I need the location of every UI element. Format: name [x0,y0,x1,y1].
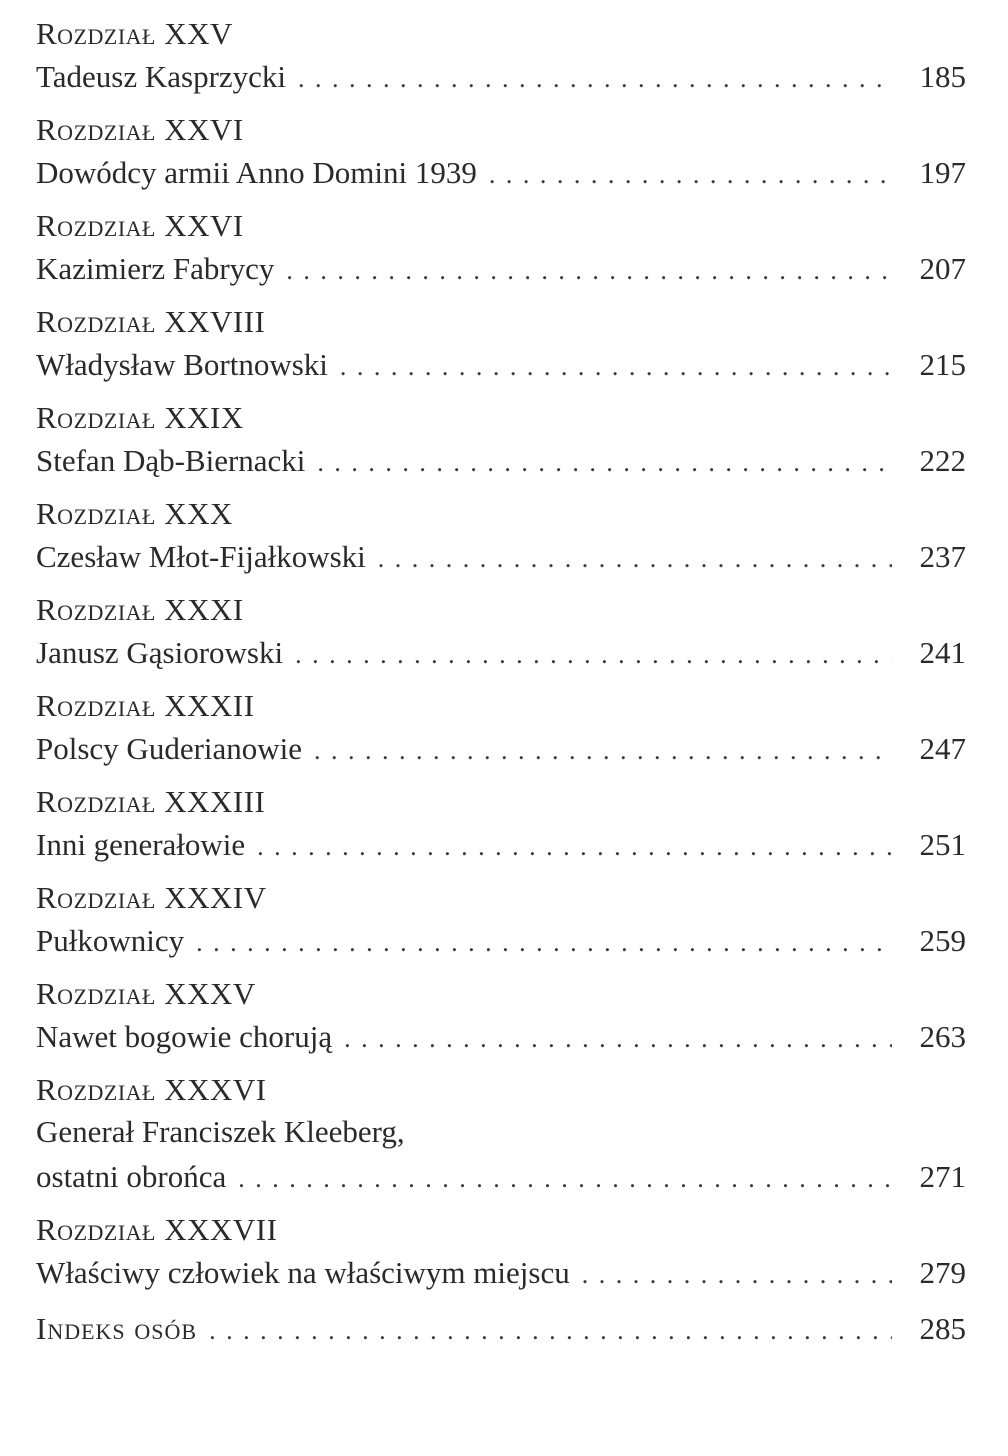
dot-leader [196,920,892,966]
page-number: 271 [919,1159,966,1194]
page-number: 259 [919,923,966,958]
page-number: 285 [919,1311,966,1346]
page-number: 197 [919,155,966,190]
table-of-contents [36,14,966,1362]
dot-leader [317,440,892,486]
toc-line [36,246,966,292]
page-number: 215 [919,347,966,382]
chapter-title: Stefan Dąb-Biernacki [36,443,306,478]
chapter-heading: Rozdział XXXVI [36,1072,267,1107]
toc-line [36,1250,966,1296]
page-number: 207 [919,251,966,286]
toc-line [36,1014,966,1060]
toc-line [36,150,966,196]
chapter-title: Kazimierz Fabrycy [36,251,275,286]
page-number: 237 [919,539,966,574]
dot-leader [286,248,892,294]
chapter-heading: Rozdział XXXI [36,592,244,627]
page-number: 251 [919,827,966,862]
chapter-title: Janusz Gąsiorowski [36,635,284,670]
dot-leader [238,1156,892,1202]
index-title: Indeks osób [36,1311,198,1346]
chapter-title: Czesław Młot-Fijałkowski [36,539,366,574]
page-number: 185 [919,59,966,94]
chapter-heading: Rozdział XXVI [36,208,244,243]
toc-line [36,630,966,676]
dot-leader [489,152,892,198]
chapter-heading: Rozdział XXXIV [36,880,267,915]
page-number: 247 [919,731,966,766]
page-number: 241 [919,635,966,670]
chapter-heading: Rozdział XXIX [36,400,244,435]
chapter-title: Tadeusz Kasprzycki [36,59,287,94]
chapter-heading: Rozdział XXV [36,16,233,51]
chapter-title: Władysław Bortnowski [36,347,328,382]
toc-line [36,918,966,964]
chapter-title: Pułkownicy [36,923,185,958]
chapter-heading: Rozdział XXXIII [36,784,266,819]
toc-entry [36,302,966,388]
dot-leader [209,1308,892,1354]
toc-entry [36,110,966,196]
toc-line [36,438,966,484]
toc-line [36,1154,966,1200]
page-number: 222 [919,443,966,478]
dot-leader [298,56,892,102]
dot-leader [314,728,892,774]
chapter-heading: Rozdział XXVIII [36,304,266,339]
chapter-title: Dowódcy armii Anno Domini 1939 [36,155,477,190]
page-number: 279 [919,1255,966,1290]
chapter-title: Nawet bogowie chorują [36,1019,333,1054]
dot-leader [582,1252,892,1298]
toc-entry [36,974,966,1060]
dot-leader [340,344,892,390]
toc-entry [36,878,966,964]
chapter-heading: Rozdział XXXV [36,976,256,1011]
toc-entry [36,398,966,484]
toc-entry [36,782,966,868]
dot-leader [295,632,892,678]
chapter-title: Polscy Guderianowie [36,731,303,766]
chapter-title: Właściwy człowiek na właściwym miejscu [36,1255,570,1290]
chapter-title: ostatni obrońca [36,1159,227,1194]
toc-line [36,822,966,868]
dot-leader [344,1016,892,1062]
toc-line [36,726,966,772]
toc-entry [36,494,966,580]
dot-leader [378,536,892,582]
dot-leader [257,824,892,870]
page-number: 263 [919,1019,966,1054]
toc-entry [36,686,966,772]
toc-entry [36,1210,966,1296]
toc-entry [36,1070,966,1200]
chapter-heading: Rozdział XXX [36,496,233,531]
toc-entry [36,206,966,292]
toc-entry [36,14,966,100]
chapter-heading: Rozdział XXXII [36,688,255,723]
toc-line [36,1306,966,1352]
chapter-heading: Rozdział XXVI [36,112,244,147]
chapter-title-first-line: Generał Franciszek Kleeberg, [36,1114,405,1149]
chapter-title: Inni generałowie [36,827,246,862]
toc-line [36,54,966,100]
toc-line [36,342,966,388]
toc-entry [36,590,966,676]
toc-line [36,534,966,580]
index-entry [36,1306,966,1352]
chapter-heading: Rozdział XXXVII [36,1212,278,1247]
